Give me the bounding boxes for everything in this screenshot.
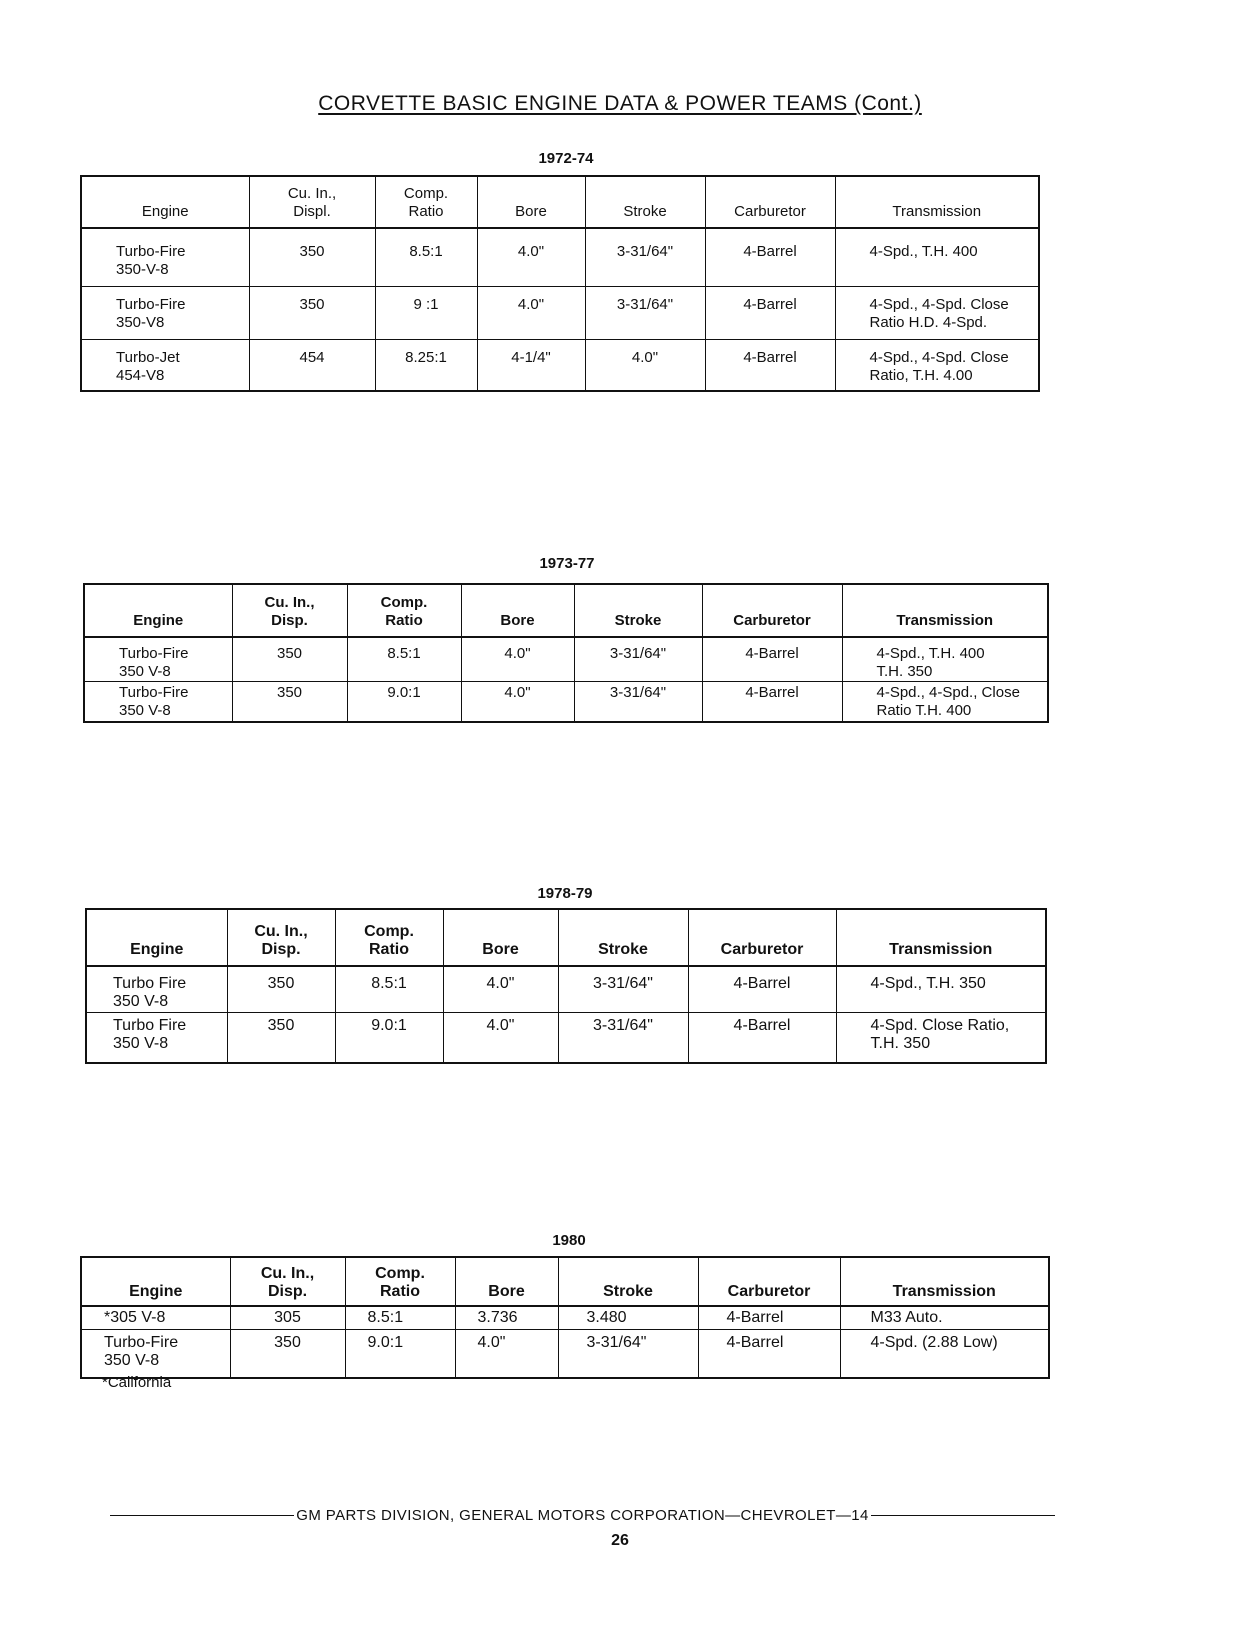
section-year-1972-74: 1972-74: [538, 150, 594, 167]
bore-value: 3.736: [455, 1306, 558, 1329]
cu-in-value: 454: [249, 339, 375, 391]
comp-ratio-value: 8.25:1: [375, 339, 477, 391]
engine-table-1978-79: [85, 908, 1047, 1064]
cu-in-value: 350: [227, 966, 335, 1012]
engine-name: Turbo Fire: [113, 975, 187, 992]
table-row: [86, 966, 1046, 1012]
carburetor-value: 4-Barrel: [705, 228, 835, 286]
stroke-value: 3-31/64": [574, 682, 702, 722]
engine-name: Turbo-Fire: [119, 684, 189, 701]
page-number: 26: [611, 1532, 629, 1549]
stroke-value: 3.480: [558, 1306, 698, 1329]
transmission-value: 4-Spd., 4-Spd. Close: [869, 348, 1009, 366]
bore-value: 4.0": [461, 637, 574, 682]
carburetor-value: 4-Barrel: [705, 339, 835, 391]
engine-type: 350 V-8: [119, 663, 171, 680]
comp-ratio-value: 9 :1: [375, 286, 477, 339]
footer-rule-left: [110, 1515, 294, 1516]
table-row: [81, 286, 1039, 339]
engine-type: 350 V-8: [119, 702, 171, 719]
bore-value: 4.0": [477, 286, 585, 339]
engine-type: 350 V-8: [113, 993, 169, 1010]
comp-ratio-value: 9.0:1: [335, 1012, 443, 1063]
bore-value: 4.0": [443, 966, 558, 1012]
col-header-stroke: Stroke: [585, 176, 705, 228]
engine-name: Turbo-Jet: [116, 348, 180, 366]
transmission-value: 4-Spd., 4-Spd., Close: [876, 684, 1020, 701]
col-header-comp-ratio: Comp. Ratio: [335, 909, 443, 966]
section-year-1978-79: 1978-79: [537, 885, 593, 902]
col-header-carburetor: Carburetor: [688, 909, 836, 966]
col-header-stroke: Stroke: [574, 584, 702, 637]
bore-value: 4.0": [455, 1329, 558, 1378]
comp-ratio-value: 8.5:1: [375, 228, 477, 286]
col-header-transmission: Transmission: [835, 176, 1039, 228]
comp-ratio-value: 8.5:1: [347, 637, 461, 682]
col-header-engine: Engine: [81, 176, 249, 228]
col-header-bore: Bore: [455, 1257, 558, 1306]
engine-name: Turbo-Fire: [104, 1333, 179, 1351]
carburetor-value: 4-Barrel: [705, 286, 835, 339]
transmission-value: T.H. 350: [876, 663, 933, 680]
transmission-value: T.H. 350: [870, 1034, 931, 1052]
engine-type: 350-V8: [116, 313, 165, 331]
col-header-comp-ratio: Comp. Ratio: [345, 1257, 455, 1306]
bore-value: 4.0": [443, 1012, 558, 1063]
transmission-value: 4-Spd. (2.88 Low): [870, 1333, 998, 1351]
col-header-cu-in: Cu. In., Disp.: [230, 1257, 345, 1306]
engine-name: Turbo-Fire: [116, 243, 186, 260]
stroke-value: 3-31/64": [574, 637, 702, 682]
cu-in-value: 350: [249, 286, 375, 339]
col-header-carburetor: Carburetor: [698, 1257, 840, 1306]
engine-table-1973-77: [83, 583, 1049, 723]
carburetor-value: 4-Barrel: [702, 682, 842, 722]
stroke-value: 3-31/64": [558, 1012, 688, 1063]
section-year-1973-77: 1973-77: [539, 555, 595, 572]
cu-in-value: 350: [249, 228, 375, 286]
carburetor-value: 4-Barrel: [698, 1329, 840, 1378]
col-header-stroke: Stroke: [558, 1257, 698, 1306]
engine-name: Turbo-Fire: [116, 295, 186, 313]
footnote-california: *California: [102, 1374, 172, 1391]
table-row: [81, 1306, 1049, 1329]
transmission-value: M33 Auto.: [870, 1309, 943, 1326]
stroke-value: 3-31/64": [585, 228, 705, 286]
table-row: [81, 228, 1039, 286]
col-header-transmission: Transmission: [836, 909, 1046, 966]
transmission-value: 4-Spd., 4-Spd. Close: [869, 295, 1009, 313]
carburetor-value: 4-Barrel: [698, 1306, 840, 1329]
engine-type: 350 V-8: [104, 1351, 160, 1369]
col-header-carburetor: Carburetor: [705, 176, 835, 228]
col-header-transmission: Transmission: [842, 584, 1048, 637]
stroke-value: 4.0": [585, 339, 705, 391]
carburetor-value: 4-Barrel: [688, 1012, 836, 1063]
col-header-cu-in: Cu. In., Disp.: [232, 584, 347, 637]
engine-name: *305 V-8: [104, 1309, 166, 1326]
table-row: [86, 1012, 1046, 1063]
col-header-cu-in: Cu. In., Displ.: [249, 176, 375, 228]
engine-type: 454-V8: [116, 366, 165, 384]
bore-value: 4.0": [477, 228, 585, 286]
col-header-engine: Engine: [81, 1257, 230, 1306]
transmission-value: Ratio T.H. 400: [876, 702, 972, 719]
bore-value: 4.0": [461, 682, 574, 722]
transmission-value: 4-Spd., T.H. 350: [870, 975, 986, 992]
carburetor-value: 4-Barrel: [688, 966, 836, 1012]
col-header-cu-in: Cu. In., Disp.: [227, 909, 335, 966]
cu-in-value: 305: [230, 1306, 345, 1329]
comp-ratio-value: 8.5:1: [335, 966, 443, 1012]
stroke-value: 3-31/64": [585, 286, 705, 339]
col-header-engine: Engine: [84, 584, 232, 637]
section-year-1980: 1980: [552, 1232, 586, 1249]
col-header-transmission: Transmission: [840, 1257, 1049, 1306]
col-header-stroke: Stroke: [558, 909, 688, 966]
engine-type: 350 V-8: [113, 1034, 169, 1052]
col-header-bore: Bore: [477, 176, 585, 228]
col-header-comp-ratio: Comp. Ratio: [347, 584, 461, 637]
table-row: [84, 637, 1048, 682]
footer-text: GM PARTS DIVISION, GENERAL MOTORS CORPORATION—CHEVROLET—14: [296, 1507, 869, 1524]
comp-ratio-value: 9.0:1: [347, 682, 461, 722]
col-header-bore: Bore: [443, 909, 558, 966]
transmission-value: 4-Spd., T.H. 400: [876, 645, 985, 662]
col-header-comp-ratio: Comp. Ratio: [375, 176, 477, 228]
stroke-value: 3-31/64": [558, 1329, 698, 1378]
col-header-carburetor: Carburetor: [702, 584, 842, 637]
cu-in-value: 350: [232, 637, 347, 682]
transmission-value: Ratio, T.H. 4.00: [869, 366, 973, 384]
page-footer: [110, 1507, 1055, 1524]
comp-ratio-value: 9.0:1: [345, 1329, 455, 1378]
footer-rule-right: [871, 1515, 1055, 1516]
table-row: [81, 1329, 1049, 1378]
cu-in-value: 350: [227, 1012, 335, 1063]
engine-name: Turbo-Fire: [119, 645, 189, 662]
page-title: CORVETTE BASIC ENGINE DATA & POWER TEAMS (Cont.): [318, 92, 922, 115]
carburetor-value: 4-Barrel: [702, 637, 842, 682]
bore-value: 4-1/4": [477, 339, 585, 391]
engine-name: Turbo Fire: [113, 1016, 187, 1034]
engine-table-1972-74: [80, 175, 1040, 392]
transmission-value: Ratio H.D. 4-Spd.: [869, 313, 988, 331]
engine-table-1980: [80, 1256, 1050, 1379]
transmission-value: 4-Spd. Close Ratio,: [870, 1016, 1010, 1034]
col-header-engine: Engine: [86, 909, 227, 966]
table-row: [81, 339, 1039, 391]
cu-in-value: 350: [230, 1329, 345, 1378]
table-row: [84, 682, 1048, 722]
stroke-value: 3-31/64": [558, 966, 688, 1012]
comp-ratio-value: 8.5:1: [345, 1306, 455, 1329]
engine-type: 350-V-8: [116, 261, 169, 278]
col-header-bore: Bore: [461, 584, 574, 637]
cu-in-value: 350: [232, 682, 347, 722]
transmission-value: 4-Spd., T.H. 400: [869, 243, 978, 260]
